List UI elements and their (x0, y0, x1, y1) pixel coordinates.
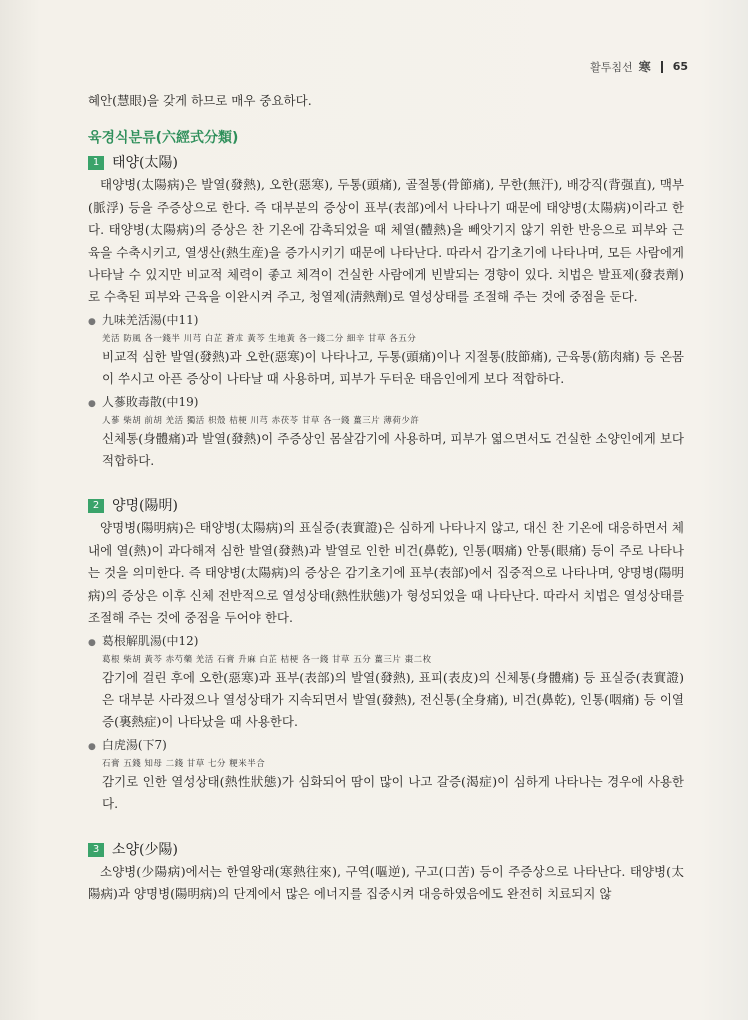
header-section: 활투침선 (590, 60, 633, 74)
prescription-ingredients: 石膏 五錢 知母 二錢 甘草 七分 粳米半合 (102, 758, 266, 769)
bullet-icon: ● (88, 398, 96, 409)
bullet-icon: ● (88, 316, 96, 327)
section-title: 육경식분류(六經式分類) (88, 130, 239, 147)
subsection-heading (88, 152, 684, 174)
prescription-ingredients: 葛根 柴胡 黃芩 赤芍藥 羌活 石膏 升麻 白芷 桔梗 各一錢 甘草 五分 薑三片 棗二枚 (102, 654, 432, 665)
subsection-title: 양명(陽明) (112, 498, 178, 515)
subsection-title: 태양(太陽) (112, 155, 178, 172)
subsection-heading (88, 495, 684, 517)
page-header (590, 58, 688, 75)
subsection-paragraph: 소양병(少陽病)에서는 한열왕래(寒熱往來), 구역(嘔逆), 구고(口苦) 등이 주증상으로 나타난다. 태양병(太陽病)과 양명병(陽明病)의 단계에서 많은 에너지를 집중시켜 대응하였음에도 완전히 치료되지 않 (88, 863, 684, 901)
subsection-heading (88, 839, 684, 861)
bullet-icon: ● (88, 637, 96, 648)
page-number: 65 (672, 60, 688, 73)
subsection-title: 소양(少陽) (112, 841, 178, 858)
prescription (88, 736, 684, 816)
prescription-name: 葛根解肌湯(中12) (101, 633, 199, 648)
subsection-paragraph: 태양병(太陽病)은 발열(發熱), 오한(惡寒), 두통(頭痛), 골절통(骨節痛), 무한(無汗), 배강직(背强直), 맥부(脈浮) 등을 주증상으로 한다. 즉 대부분의 증상이 표부(表部)에서 나타나기 때문에 태양병(太陽病)이라고 한다. 태양병(太陽病)의 증상은 찬 기온에 감촉되었을 때 체열(體熱)을 빼앗기지 않기 위한 반응으로 피부와 근육을 수축시키고, 열생산(熱生産)을 증가시키기 때문에 나타난다. 따라서 감기초기에 나타나며, 모든 사람에게 나타날 수 있지만 비교적 체력이 좋고 체격이 건실한 사람에게 빈발되는 경향이 있다. 치법은 발표제(發表劑)로 수축된 피부와 근육을 이완시켜 주고, 청열제(淸熱劑)로 열성상태를 조절해 주는 것에 중점을 둔다. (88, 177, 684, 305)
page-content (88, 90, 684, 905)
prescription-name: 九味羌活湯(中11) (101, 312, 199, 327)
intro-text: 혜안(慧眼)을 갖게 하므로 매우 중요하다. (88, 93, 312, 108)
prescription-ingredients: 羌活 防風 各一錢半 川芎 白芷 蒼朮 黃芩 生地黃 各一錢二分 細辛 甘草 各五分 (102, 333, 417, 344)
prescription-description: 감기로 인한 열성상태(熱性狀態)가 심화되어 땀이 많이 나고 갈증(渴症)이 심하게 나타나는 경우에 사용한다. (102, 773, 684, 812)
prescription (88, 632, 684, 734)
prescription (88, 311, 684, 391)
prescription (88, 393, 684, 473)
header-divider (661, 61, 663, 73)
subsection-paragraph: 양명병(陽明病)은 태양병(太陽病)의 표실증(表實證)은 심하게 나타나지 않고, 대신 찬 기온에 대응하면서 체내에 열(熱)이 과다해져 심한 발열(發熱)과 발열로 인한 비건(鼻乾), 인통(咽痛) 안통(眼痛) 등이 주로 나타나는 것을 의미한다. 즉 태양병(太陽病)의 증상은 감기초기에 표부(表部)에서 집중적으로 나타나며, 양명병(陽明病)의 증상은 이후 신체 전반적으로 열성상태(熱性狀態)가 형성되었을 때 나타난다. 따라서 치법은 열성상태를 조절해 주는 것에 중점을 두어야 한다. (88, 520, 684, 626)
prescription-name: 白虎湯(下7) (101, 737, 167, 752)
prescription-name: 人蔘敗毒散(中19) (101, 394, 199, 409)
prescription-description: 비교적 심한 발열(發熱)과 오한(惡寒)이 나타나고, 두통(頭痛)이나 지절통(肢節痛), 근육통(筋肉痛) 등 온몸이 쑤시고 아픈 증상이 나타날 때 사용하며, 피부가 두터운 태음인에게 보다 적합하다. (102, 348, 684, 387)
prescription-description: 신체통(身體痛)과 발열(發熱)이 주증상인 몸살감기에 사용하며, 피부가 엷으면서도 건실한 소양인에게 보다 적합하다. (102, 430, 684, 469)
bullet-icon: ● (88, 741, 96, 752)
subsection-number-badge: 3 (88, 843, 104, 857)
subsection-number-badge: 2 (88, 499, 104, 513)
subsection-number-badge: 1 (88, 156, 104, 170)
prescription-description: 감기에 걸린 후에 오한(惡寒)과 표부(表部)의 발열(發熱), 표피(表皮)의 신체통(身體痛) 등 표실증(表實證)은 대부분 사라졌으나 열성상태가 지속되면서 발열(發熱), 전신통(全身痛), 비건(鼻乾), 인통(咽痛) 등 이열증(裏熱症)이 나타났을 때 사용한다. (102, 669, 684, 730)
prescription-ingredients: 人蔘 柴胡 前胡 羌活 獨活 枳殼 桔梗 川芎 赤茯苓 甘草 各一錢 薑三片 薄荷少許 (102, 415, 420, 426)
header-title: 寒 (638, 60, 651, 74)
